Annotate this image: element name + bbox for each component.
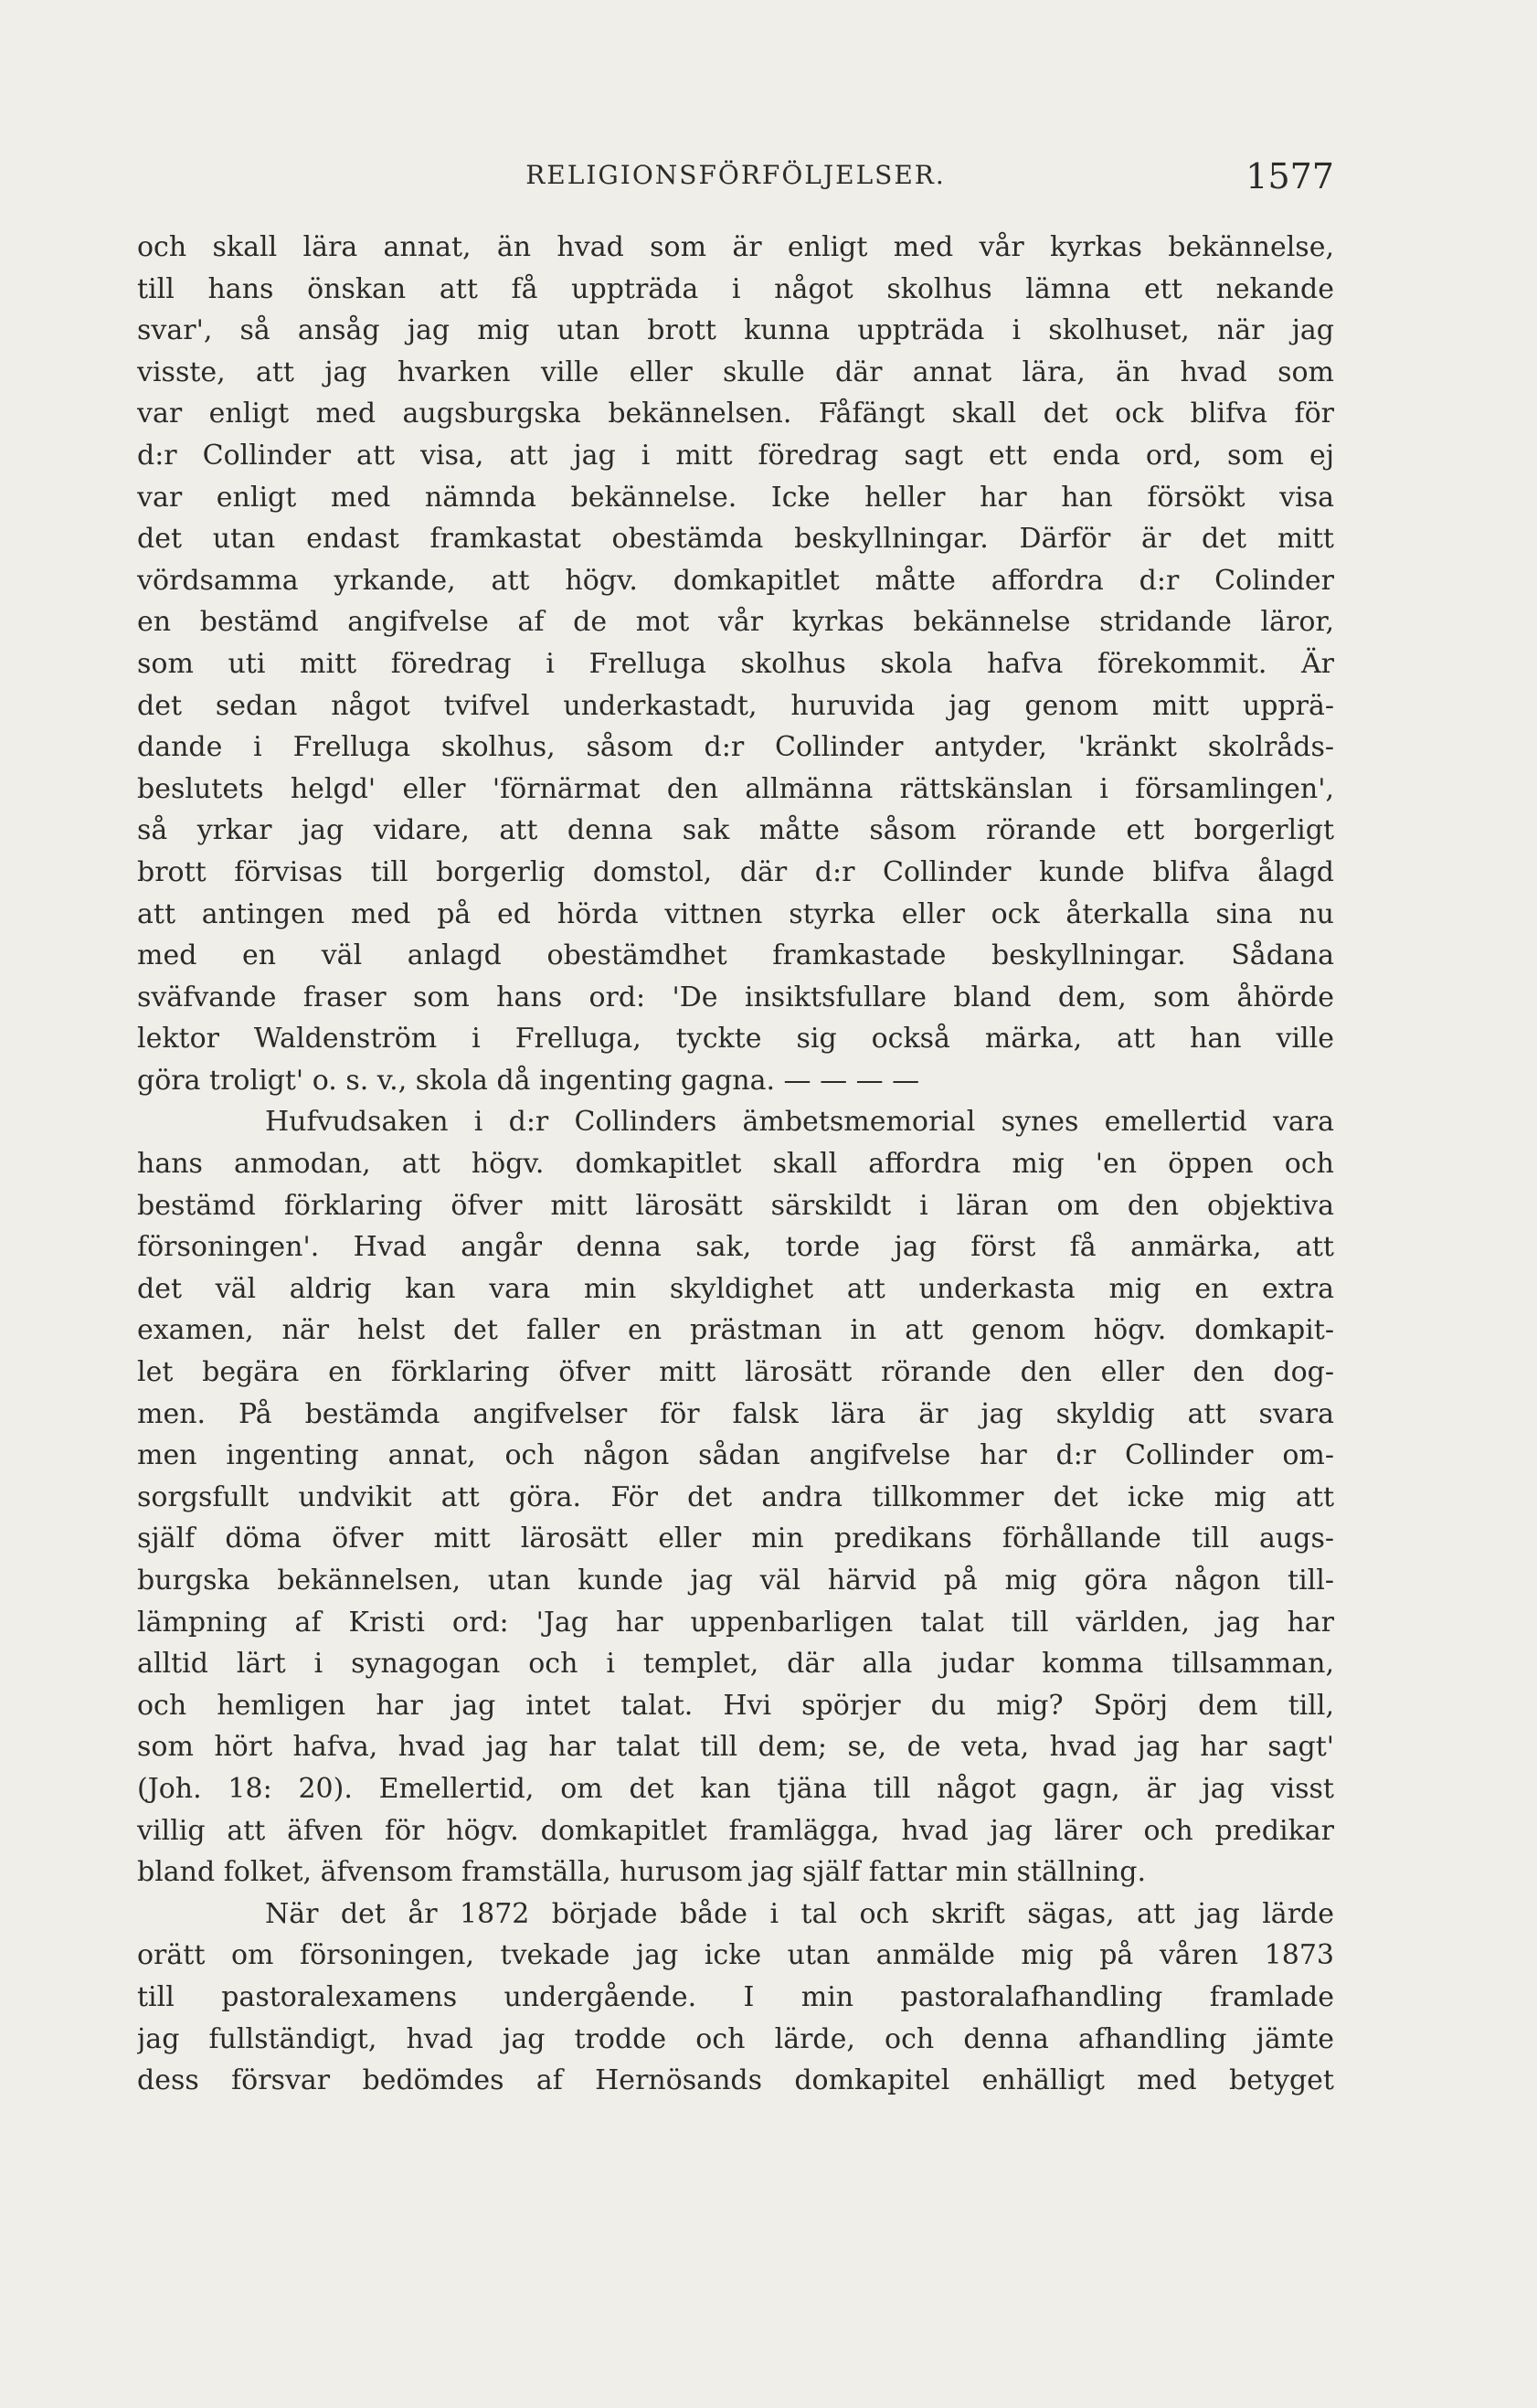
text-line: orätt om försoningen, tvekade jag icke utan anmälde mig på våren 1873 xyxy=(137,1939,1334,1972)
text-line: att antingen med på ed hörda vittnen styrka eller ock återkalla sina nu xyxy=(137,897,1334,930)
text-line: beslutets helgd' eller 'förnärmat den allmänna rättskänslan i församlingen', xyxy=(137,772,1334,805)
text-line: själf döma öfver mitt lärosätt eller min predikans förhållande till augs- xyxy=(137,1522,1334,1555)
text-line: lektor Waldenström i Frelluga, tyckte sig också märka, att han ville xyxy=(137,1023,1334,1055)
text-line: d:r Collinder att visa, att jag i mitt föredrag sagt ett enda ord, som ej xyxy=(137,439,1334,472)
text-line: försoningen'. Hvad angår denna sak, torde jag först få anmärka, att xyxy=(137,1231,1334,1264)
text-line: visste, att jag hvarken ville eller skulle där annat lära, än hvad som xyxy=(137,355,1334,388)
text-line: sorgsfullt undvikit att göra. För det andra tillkommer det icke mig att xyxy=(137,1480,1334,1513)
text-line: dande i Frelluga skolhus, såsom d:r Collinder antyder, 'kränkt skolråds- xyxy=(137,731,1334,764)
running-head: RELIGIONSFÖRFÖLJELSER. xyxy=(525,160,946,190)
text-line: let begära en förklaring öfver mitt lärosätt rörande den eller den dog- xyxy=(137,1356,1334,1389)
text-line: examen, när helst det faller en prästman in att genom högv. domkapit- xyxy=(137,1314,1334,1347)
text-line: var enligt med nämnda bekännelse. Icke heller har han försökt visa xyxy=(137,481,1334,514)
text-line: (Joh. 18: 20). Emellertid, om det kan tjäna till något gagn, är jag visst xyxy=(137,1772,1334,1805)
text-line: till hans önskan att få uppträda i något skolhus lämna ett nekande xyxy=(137,272,1334,305)
text-line: bland folket, äfvensom framställa, hurusom jag själf fattar min ställning. xyxy=(137,1856,1147,1889)
page-number: 1577 xyxy=(1246,156,1334,196)
text-line: till pastoralexamens undergående. I min pastoralafhandling framlade xyxy=(137,1980,1334,2013)
text-line: alltid lärt i synagogan och i templet, där alla judar komma tillsamman, xyxy=(137,1648,1334,1681)
text-line: burgska bekännelsen, utan kunde jag väl härvid på mig göra någon till- xyxy=(137,1565,1334,1596)
paragraph-first-line: Hufvudsaken i d:r Collinders ämbetsmemorial synes emellertid vara xyxy=(265,1106,1334,1139)
page-header xyxy=(137,156,1334,215)
text-line: det utan endast framkastat obestämda beskyllningar. Därför är det mitt xyxy=(137,523,1334,556)
text-line: det sedan något tvifvel underkastadt, huruvida jag genom mitt upprä- xyxy=(137,689,1334,722)
text-line: var enligt med augsburgska bekännelsen. Fåfängt skall det ock blifva för xyxy=(137,398,1334,430)
text-line: lämpning af Kristi ord: 'Jag har uppenbarligen talat till världen, jag har xyxy=(137,1606,1334,1639)
text-line: så yrkar jag vidare, att denna sak måtte såsom rörande ett borgerligt xyxy=(137,814,1334,847)
text-line: men. På bestämda angifvelser för falsk lära är jag skyldig att svara xyxy=(137,1397,1334,1430)
text-line: bestämd förklaring öfver mitt lärosätt särskildt i läran om den objektiva xyxy=(137,1189,1334,1222)
text-line: brott förvisas till borgerlig domstol, där d:r Collinder kunde blifva ålagd xyxy=(137,855,1334,888)
text-line: vördsamma yrkande, att högv. domkapitlet måtte affordra d:r Colinder xyxy=(137,564,1334,597)
text-line: jag fullständigt, hvad jag trodde och lärde, och denna afhandling jämte xyxy=(137,2022,1334,2055)
text-line: men ingenting annat, och någon sådan angifvelse har d:r Collinder om- xyxy=(137,1439,1334,1472)
text-line: med en väl anlagd obestämdhet framkastade beskyllningar. Sådana xyxy=(137,939,1334,972)
text-line: det väl aldrig kan vara min skyldighet att underkasta mig en extra xyxy=(137,1272,1334,1305)
text-line: svar', så ansåg jag mig utan brott kunna uppträda i skolhuset, när jag xyxy=(137,314,1334,347)
text-line: sväfvande fraser som hans ord: 'De insiktsfullare bland dem, som åhörde xyxy=(137,981,1334,1013)
text-line: en bestämd angifvelse af de mot vår kyrkas bekännelse stridande läror, xyxy=(137,606,1334,639)
text-line: hans anmodan, att högv. domkapitlet skall affordra mig 'en öppen och xyxy=(137,1148,1334,1181)
text-line: och hemligen har jag intet talat. Hvi spörjer du mig? Spörj dem till, xyxy=(137,1689,1334,1722)
body-text xyxy=(137,227,1334,2102)
text-line: och skall lära annat, än hvad som är enligt med vår kyrkas bekännelse, xyxy=(137,231,1334,263)
text-line: göra troligt' o. s. v., skola då ingenting gagna. — — — — xyxy=(137,1064,920,1097)
text-line: som uti mitt föredrag i Frelluga skolhus skola hafva förekommit. Är xyxy=(137,647,1334,680)
text-line: villig att äfven för högv. domkapitlet framlägga, hvad jag lärer och predikar xyxy=(137,1814,1334,1847)
text-line: dess försvar bedömdes af Hernösands domkapitel enhälligt med betyget xyxy=(137,2064,1334,2097)
text-line: som hört hafva, hvad jag har talat till dem; se, de veta, hvad jag har sagt' xyxy=(137,1731,1334,1764)
paragraph-first-line: När det år 1872 började både i tal och skrift sägas, att jag lärde xyxy=(265,1897,1334,1930)
